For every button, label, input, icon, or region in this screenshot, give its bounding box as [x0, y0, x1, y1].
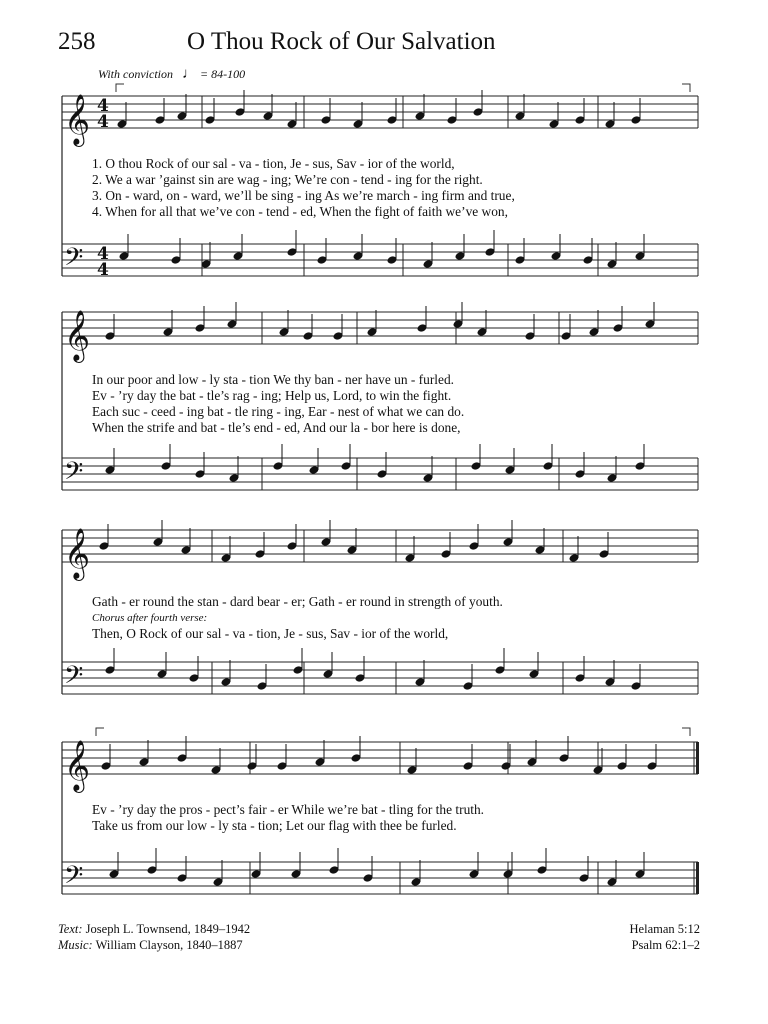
bass-clef-icon: 𝄢 [64, 661, 84, 696]
lyric-line: Take us from our low - ly sta - tion; Let our flag with thee be furled. [92, 818, 457, 833]
lyric-line: 2. We a war ’gainst sin are wag - ing; We’re con - tend - ing for the right. [92, 172, 483, 187]
treble-clef-icon: 𝄞 [64, 528, 91, 579]
quarter-note-icon: ♩ [181, 66, 197, 82]
bass-clef-icon: 𝄢 [64, 457, 84, 492]
music-credit: Music: William Clayson, 1840–1887 [58, 938, 243, 952]
lyric-line: In our poor and low - ly sta - tion We thy ban - ner have un - furled. [92, 372, 454, 387]
section-corner-mark [116, 84, 124, 92]
bass-clef-icon: 𝄢 [64, 861, 84, 896]
chorus-lyric-line: Then, O Rock of our sal - va - tion, Je - sus, Sav - ior of the world, [92, 626, 449, 641]
lyric-line: Gath - er round the stan - dard bear - er; Gath - er round in strength of youth. [92, 594, 503, 609]
time-signature-icon: 4 [97, 96, 109, 116]
lyric-line: When the strife and bat - tle’s end - ed, And our la - bor here is done, [92, 420, 461, 435]
time-signature-icon: 4 [97, 112, 109, 132]
final-bar-line [696, 862, 699, 894]
tempo-text: With conviction [98, 67, 173, 81]
treble-clef-icon: 𝄞 [64, 310, 91, 361]
hymn-number: 258 [58, 28, 96, 55]
section-corner-mark [96, 728, 104, 736]
treble-clef-icon: 𝄞 [64, 740, 91, 791]
scripture-ref: Helaman 5:12 [629, 922, 700, 936]
text-credit: Text: Joseph L. Townsend, 1849–1942 [58, 922, 251, 936]
lyric-line: 3. On - ward, on - ward, we’ll be sing - ing As we’re march - ing firm and true, [92, 188, 515, 203]
section-corner-mark [682, 84, 690, 92]
tempo-value: = 84-100 [199, 67, 246, 81]
treble-clef-icon: 𝄞 [64, 94, 91, 145]
lyric-line: Ev - ’ry day the pros - pect’s fair - er While we’re bat - tling for the truth. [92, 802, 485, 817]
lyric-line: 4. When for all that we’ve con - tend - ed, When the fight of faith we’ve won, [92, 204, 508, 219]
bass-clef-icon: 𝄢 [64, 243, 84, 278]
lyric-line: 1. O thou Rock of our sal - va - tion, Je - sus, Sav - ior of the world, [92, 156, 455, 171]
hymn-title: O Thou Rock of Our Salvation [187, 28, 496, 55]
final-bar-line [696, 742, 699, 774]
time-signature-icon: 4 [97, 244, 109, 264]
lyric-line: Each suc - ceed - ing bat - tle ring - ing, Ear - nest of what we can do. [92, 404, 465, 419]
chorus-label: Chorus after fourth verse: [92, 612, 208, 624]
scripture-ref: Psalm 62:1–2 [631, 938, 700, 952]
time-signature-icon: 4 [97, 260, 109, 280]
section-corner-mark [682, 728, 690, 736]
lyric-line: Ev - ’ry day the bat - tle’s rag - ing; Help us, Lord, to win the fight. [92, 388, 452, 403]
